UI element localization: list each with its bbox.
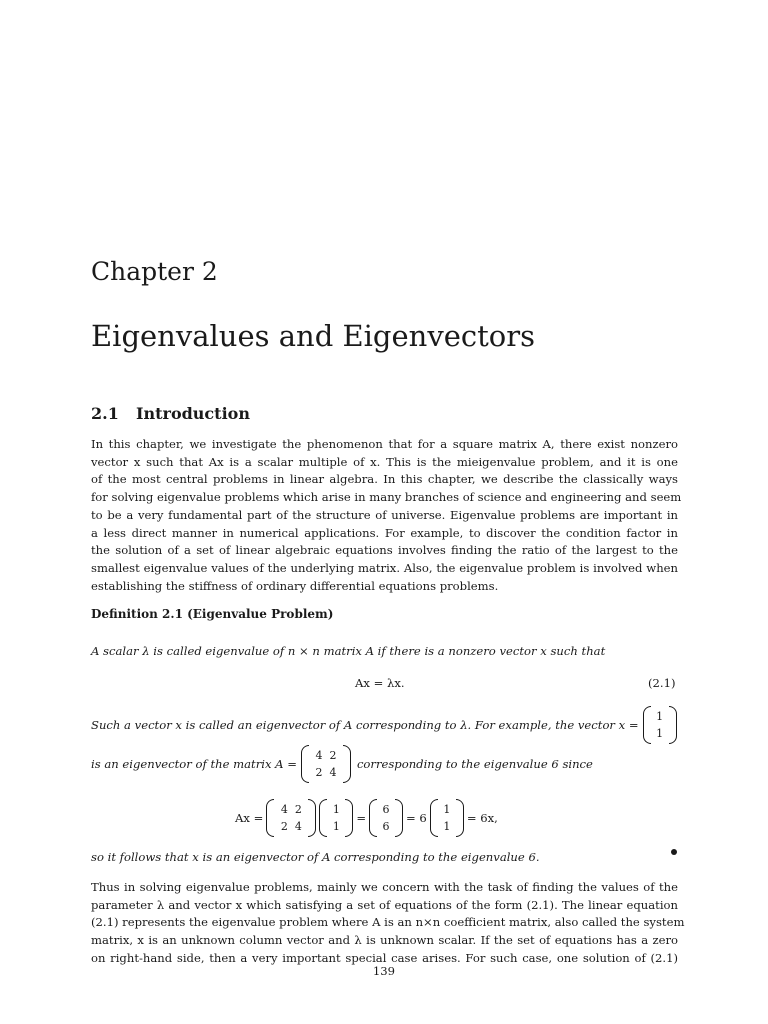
text-line: parameter λ and vector x which satisfying a set of equations of the form (2.1). The linear equation <box>91 897 678 912</box>
matrix-entry: 2 <box>280 820 288 833</box>
right-paren <box>343 745 351 783</box>
closing-paragraph <box>91 879 685 968</box>
text-line: to be a very fundamental part of the structure of universe. Eigenvalue problems are important in <box>91 507 678 522</box>
vector-entry: 1 <box>656 710 664 723</box>
vector-entry: 1 <box>332 803 340 816</box>
matrix-entry: 4 <box>315 749 323 762</box>
left-paren <box>266 799 274 837</box>
matrix-entry: 4 <box>294 820 302 833</box>
vector-x-scaled <box>430 799 464 837</box>
matrix-entry: 4 <box>329 766 337 779</box>
page-number: 139 <box>372 964 396 978</box>
matrix-cells <box>277 801 305 835</box>
section-heading <box>91 403 250 425</box>
equals-sign: = <box>356 811 367 825</box>
section-number: 2.1 <box>91 404 119 423</box>
equals-six: = 6 <box>406 811 427 825</box>
vector-cells <box>654 708 666 742</box>
matrix-cells <box>312 747 340 781</box>
matrix-entry: 2 <box>315 766 323 779</box>
matrix-entry: 2 <box>294 803 302 816</box>
result-vector <box>369 799 403 837</box>
definition-heading: Definition 2.1 (Eigenvalue Problem) <box>91 607 334 621</box>
equals-tail: = 6x, <box>466 811 498 825</box>
right-paren <box>456 799 464 837</box>
vector-entry: 6 <box>382 820 390 833</box>
matrix-entry: 4 <box>280 803 288 816</box>
matrix-line-prefix: is an eigenvector of the matrix A = <box>91 757 297 771</box>
matrix-A <box>301 745 351 783</box>
product-lhs: Ax = <box>235 811 264 825</box>
left-paren <box>301 745 309 783</box>
eigen-equation: Ax = λx. <box>355 676 405 690</box>
vector-entry: 1 <box>443 803 451 816</box>
eigenvector-text: Such a vector x is called an eigenvector of A corresponding to λ. For example, the vector x = <box>91 718 639 732</box>
definition-conclusion: so it follows that x is an eigenvector of A corresponding to the eigenvalue 6. <box>91 850 540 864</box>
vector-cells <box>330 801 342 835</box>
vector-x <box>643 706 677 744</box>
text-line: In this chapter, we investigate the phenomenon that for a square matrix A, there exist nonzero <box>91 437 678 451</box>
text-line: establishing the stiffness of ordinary differential equations problems. <box>91 578 499 593</box>
left-paren <box>643 706 651 744</box>
vector-x-product <box>319 799 353 837</box>
equation-number: (2.1) <box>648 676 676 690</box>
left-paren <box>319 799 327 837</box>
matrix-line-suffix: corresponding to the eigenvalue 6 since <box>356 757 593 771</box>
end-of-definition-bullet <box>671 849 677 855</box>
right-paren <box>669 706 677 744</box>
text-line: (2.1) represents the eigenvalue problem where A is an n×n coefficient matrix, also called the system <box>91 915 685 930</box>
eigenvector-line <box>91 706 677 744</box>
vector-entry: 1 <box>332 820 340 833</box>
left-paren <box>430 799 438 837</box>
right-paren <box>345 799 353 837</box>
chapter-title: Eigenvalues and Eigenvectors <box>91 319 535 353</box>
text-line: Thus in solving eigenvalue problems, mainly we concern with the task of finding the values of the <box>91 880 678 894</box>
vector-entry: 6 <box>382 803 390 816</box>
right-paren <box>395 799 403 837</box>
matrix-entry: 2 <box>329 749 337 762</box>
product-equation <box>235 799 498 837</box>
text-line: matrix, x is an unknown column vector and λ is unknown scalar. If the set of equations has a zero <box>91 933 678 948</box>
text-line: a less direct manner in numerical applications. For example, to discover the condition factor in <box>91 525 678 540</box>
vector-entry: 1 <box>656 727 664 740</box>
chapter-label: Chapter 2 <box>91 257 218 286</box>
right-paren <box>308 799 316 837</box>
left-paren <box>369 799 377 837</box>
matrix-line <box>91 745 593 783</box>
definition-statement: A scalar λ is called eigenvalue of n × n matrix A if there is a nonzero vector x such that <box>91 644 606 658</box>
text-line: of the most central problems in linear algebra. In this chapter, we describe the classically ways <box>91 472 678 487</box>
text-line: for solving eigenvalue problems which arise in many branches of science and engineering and seem <box>91 490 682 505</box>
text-line: the solution of a set of linear algebraic equations involves finding the ratio of the largest to the <box>91 543 678 558</box>
section-title: Introduction <box>136 404 250 423</box>
text-line: vector x such that Ax is a scalar multiple of x. This is the mieigenvalue problem, and it is one <box>91 454 678 469</box>
vector-cells <box>441 801 453 835</box>
matrix-A-product <box>266 799 316 837</box>
text-line: on right-hand side, then a very important special case arises. For such case, one solution of (2.1) <box>91 950 678 965</box>
vector-cells <box>380 801 392 835</box>
intro-paragraph <box>91 436 682 595</box>
vector-entry: 1 <box>443 820 451 833</box>
text-line: smallest eigenvalue values of the underlying matrix. Also, the eigenvalue problem is involved when <box>91 560 678 575</box>
